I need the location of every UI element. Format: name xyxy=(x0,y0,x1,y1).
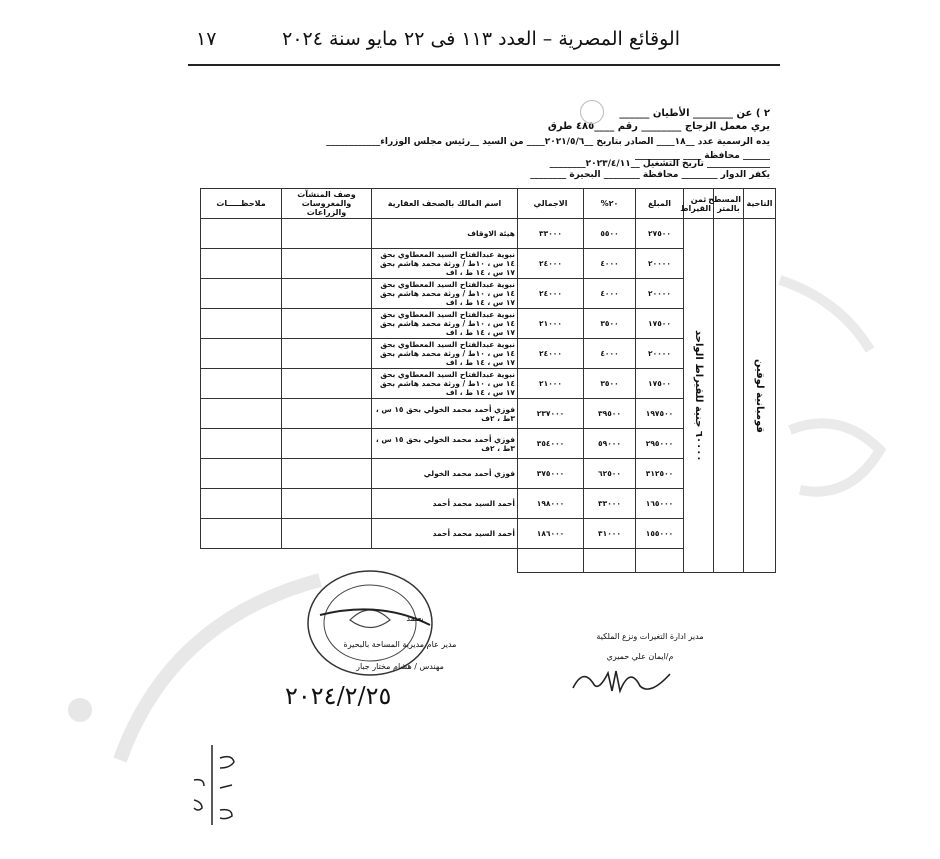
owner-cell: فوزي أحمد محمد الخولي بحق ١٥ س ، ٣ط ، ٢ف xyxy=(372,429,518,459)
amount-cell: ٢٧٥٠٠ xyxy=(636,219,684,249)
total-cell: ٣٣٠٠٠ xyxy=(518,219,584,249)
description-cell xyxy=(282,309,372,339)
page-header-title: الوقائع المصرية – العدد ١١٣ فى ٢٢ مايو سنة ٢٠٢٤ xyxy=(282,28,680,50)
percent-cell: ٤٠٠٠ xyxy=(584,339,636,369)
amount-cell: ٢٠٠٠٠ xyxy=(636,279,684,309)
owner-cell: نبوية عبدالفتاح السيد المعطاوي بحق ١٤ س ، ١٠ط / ورثة محمد هاشم بحق ١٧ س ، ١٤ ط ، اف xyxy=(372,309,518,339)
right-signatory-title: مدير ادارة التغيرات ونزع الملكية xyxy=(596,632,704,641)
col-header-owner: اسم المالك بالصحف العقارية xyxy=(372,189,518,219)
col-header-percent: ٢٠% xyxy=(584,189,636,219)
description-cell xyxy=(282,519,372,549)
handwritten-date: ٢٠٢٤/٢/٢٥ xyxy=(285,682,392,710)
description-cell xyxy=(282,489,372,519)
owner-cell: نبوية عبدالفتاح السيد المعطاوي بحق ١٤ س ، ١٠ط / ورثة محمد هاشم بحق ١٧ س ، ١٤ ط ، اف xyxy=(372,339,518,369)
header-rule xyxy=(188,64,780,66)
percent-cell: ٥٩٠٠٠ xyxy=(584,429,636,459)
description-cell xyxy=(282,339,372,369)
right-signatory-name: م/ايمان علي حميري xyxy=(606,652,674,661)
total-cell: ١٩٨٠٠٠ xyxy=(518,489,584,519)
col-header-area: المسطح بالمتر xyxy=(714,189,744,219)
description-cell xyxy=(282,279,372,309)
form-line-6: يكفر الدوار ________ محافظة ________ البحيرة ________ xyxy=(530,170,770,180)
percent-cell: ٣٣٠٠٠ xyxy=(584,489,636,519)
total-cell: ٣٧٥٠٠٠ xyxy=(518,459,584,489)
percent-cell: ٣١٠٠٠ xyxy=(584,519,636,549)
notes-cell xyxy=(201,429,282,459)
description-cell xyxy=(282,429,372,459)
total-cell: ٢٤٠٠٠ xyxy=(518,339,584,369)
owner-cell: أحمد السيد محمد أحمد xyxy=(372,519,518,549)
empty-cell xyxy=(584,549,636,573)
notes-cell xyxy=(201,309,282,339)
amount-cell: ١٥٥٠٠٠ xyxy=(636,519,684,549)
total-cell: ٢٤٠٠٠ xyxy=(518,279,584,309)
form-line-5: ______________ تاريخ التشغيل __٢٠٢٣/٤/١١________ xyxy=(549,159,770,169)
amount-cell: ٢٠٠٠٠ xyxy=(636,249,684,279)
percent-cell: ٤٠٠٠ xyxy=(584,279,636,309)
empty-cell xyxy=(518,549,584,573)
notes-cell xyxy=(201,279,282,309)
punch-hole-mark xyxy=(580,100,604,124)
amount-cell: ١٦٥٠٠٠ xyxy=(636,489,684,519)
right-handwritten-signature xyxy=(565,660,685,700)
owner-cell: نبوية عبدالفتاح السيد المعطاوي بحق ١٤ س ، ١٠ط / ورثة محمد هاشم بحق ١٧ س ، ١٤ ط ، اف xyxy=(372,369,518,399)
area-cell xyxy=(714,219,744,573)
owner-cell: هيئة الاوقاف xyxy=(372,219,518,249)
percent-cell: ٣٩٥٠٠ xyxy=(584,399,636,429)
form-line-3: يده الرسمية عدد __١٨____ الصادر بتاريخ __٢٠٢١/٥/٦____ من السيد __رئيس مجلس الوزراء____________ xyxy=(326,137,770,147)
notes-cell xyxy=(201,459,282,489)
amount-cell: ١٩٧٥٠٠ xyxy=(636,399,684,429)
col-header-naheya: الناحية xyxy=(744,189,776,219)
percent-cell: ٦٢٥٠٠ xyxy=(584,459,636,489)
qirat-price-cell: ٦٠٠٠٠ جنية للقيراط الواحد xyxy=(684,219,714,573)
col-header-total: الاجمالي xyxy=(518,189,584,219)
naheya-cell: قومبانية لوقين xyxy=(744,219,776,573)
total-cell: ٢١٠٠٠ xyxy=(518,309,584,339)
percent-cell: ٥٥٠٠ xyxy=(584,219,636,249)
left-signatory-name: مهندس / هشام مختار جبار xyxy=(356,662,444,671)
notes-cell xyxy=(201,249,282,279)
handwritten-marks xyxy=(190,740,250,830)
total-cell: ٢١٠٠٠ xyxy=(518,369,584,399)
total-cell: ٣٥٤٠٠٠ xyxy=(518,429,584,459)
empty-cell xyxy=(636,549,684,573)
watermark-graphic xyxy=(760,260,900,550)
description-cell xyxy=(282,459,372,489)
amount-cell: ١٧٥٠٠ xyxy=(636,309,684,339)
col-header-qirat-price: ثمن القيراط xyxy=(684,189,714,219)
total-cell: ٢٣٧٠٠٠ xyxy=(518,399,584,429)
notes-cell xyxy=(201,219,282,249)
total-cell: ١٨٦٠٠٠ xyxy=(518,519,584,549)
amount-cell: ١٧٥٠٠ xyxy=(636,369,684,399)
owner-cell: نبوية عبدالفتاح السيد المعطاوي بحق ١٤ س ، ١٠ط / ورثة محمد هاشم بحق ١٧ س ، ١٤ ط ، اف xyxy=(372,279,518,309)
amount-cell: ٢٩٥٠٠٠ xyxy=(636,429,684,459)
notes-cell xyxy=(201,339,282,369)
page-number: ١٧ xyxy=(196,28,217,50)
notes-cell xyxy=(201,399,282,429)
description-cell xyxy=(282,249,372,279)
description-cell xyxy=(282,369,372,399)
form-line-2: يري معمل الزجاج ________ رقم ____٤٨٥ طرق xyxy=(547,121,770,132)
land-expropriation-table xyxy=(200,188,776,573)
percent-cell: ٤٠٠٠ xyxy=(584,249,636,279)
col-header-description: وصف المنشآت والمغروسات والزراعات xyxy=(282,189,372,219)
col-header-amount: المبلغ xyxy=(636,189,684,219)
owner-cell: أحمد السيد محمد أحمد xyxy=(372,489,518,519)
notes-cell xyxy=(201,519,282,549)
approve-label: يعتمد xyxy=(406,614,424,623)
left-signatory-title: مدير عام مديرية المساحة بالبحيرة xyxy=(343,640,457,649)
total-cell: ٢٤٠٠٠ xyxy=(518,249,584,279)
notes-cell xyxy=(201,489,282,519)
description-cell xyxy=(282,399,372,429)
percent-cell: ٣٥٠٠ xyxy=(584,309,636,339)
percent-cell: ٣٥٠٠ xyxy=(584,369,636,399)
owner-cell: فوزي أحمد محمد الخولي xyxy=(372,459,518,489)
table-header-row xyxy=(201,189,776,219)
form-line-4: ______ محافظة ____ __________ xyxy=(635,151,770,161)
owner-cell: نبوية عبدالفتاح السيد المعطاوي بحق ١٤ س ، ١٠ط / ورثة محمد هاشم بحق ١٧ س ، ١٤ ط ، اف xyxy=(372,249,518,279)
amount-cell: ٣١٢٥٠٠ xyxy=(636,459,684,489)
form-line-1: ٢ ) عن ________ الأطيان ______ xyxy=(619,108,770,119)
table-row xyxy=(201,219,776,249)
col-header-notes: ملاحظـــــات xyxy=(201,189,282,219)
owner-cell: فوزي أحمد محمد الخولي بحق ١٥ س ، ٣ط ، ٢ف xyxy=(372,399,518,429)
notes-cell xyxy=(201,369,282,399)
description-cell xyxy=(282,219,372,249)
amount-cell: ٢٠٠٠٠ xyxy=(636,339,684,369)
